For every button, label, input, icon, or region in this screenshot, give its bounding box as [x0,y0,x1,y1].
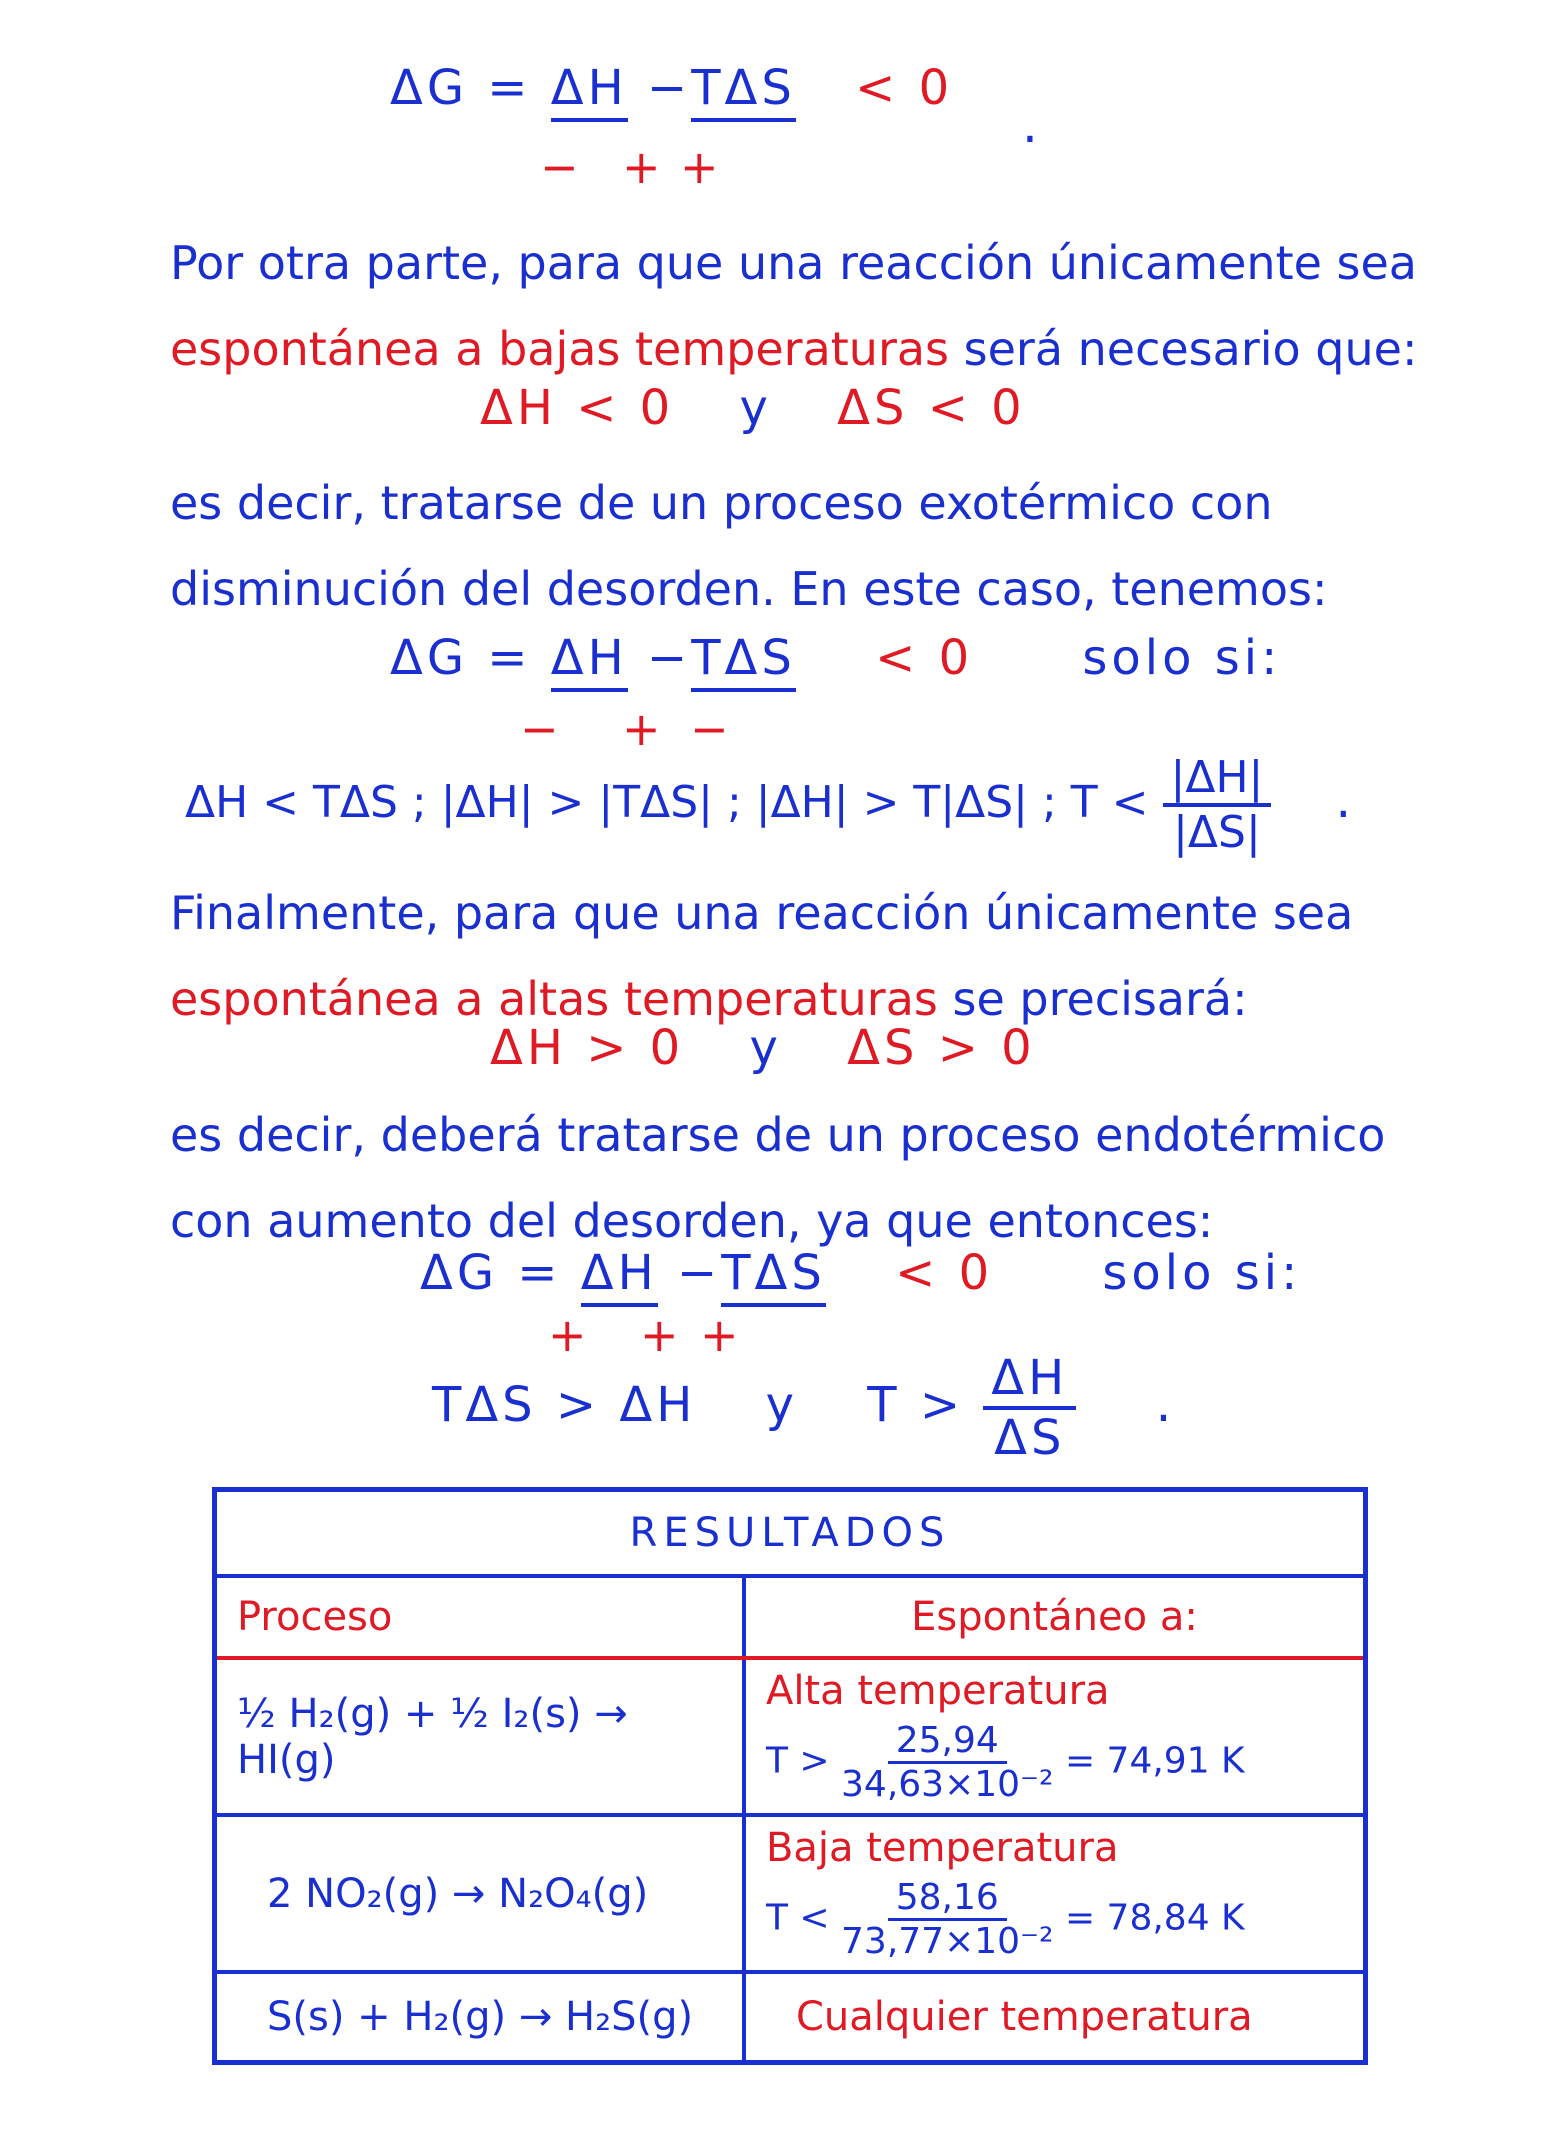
process-cell: ½ H₂(g) + ½ I₂(s) → HI(g) [215,1658,744,1815]
para3-text-b: se precisará: [937,972,1248,1026]
eq1-dh: ΔH [551,60,628,122]
cond1-and: y [739,380,772,436]
eq2-rel: < 0 [875,630,974,686]
formula-result: = 78,84 K [1064,1897,1245,1939]
eq1-sign-ds: + [680,140,719,194]
formula-den: 34,63×10⁻² [841,1764,1054,1805]
eq3-ds: ΔS [755,1245,826,1307]
cond2-dh: ΔH > 0 [490,1020,685,1076]
table-row [215,1972,1366,2063]
condition-cell [744,1658,1366,1815]
process-cell: 2 NO₂(g) → N₂O₄(g) [215,1815,744,1972]
eq1-t: T [691,60,724,122]
condition-label: Alta temperatura [765,1668,1110,1714]
eq2-sign-ds: − [690,702,729,756]
eq3-sign-ds: + [700,1308,739,1362]
equation-gibbs-2 [390,630,1281,686]
eq3-cond: solo si: [1102,1245,1302,1301]
eq2-cond: solo si: [1082,630,1282,686]
inequality-low-temp [185,752,1351,858]
equation-gibbs-3 [420,1245,1301,1301]
formula-num: 58,16 [888,1877,1007,1921]
eq1-ds: ΔS [725,60,796,122]
cond2-ds: ΔS > 0 [847,1020,1036,1076]
eq2-sign-t: + [622,702,661,756]
paragraph-low-temp [170,220,1450,392]
equation-gibbs-1 [390,60,953,116]
eq2-minus: − [646,630,692,686]
para1-text-b: será necesario que: [949,322,1418,376]
eq3-minus: − [676,1245,722,1301]
inequality-high-temp [432,1350,1175,1466]
eq2-lhs: ΔG = [390,630,532,686]
eq1-rel: < 0 [855,60,954,116]
eq2-ds: ΔS [725,630,796,692]
condition-label: Baja temperatura [765,1825,1119,1871]
ineq1-period: . [1335,771,1352,829]
para3-highlight: espontánea a altas temperaturas [170,972,938,1026]
para3-text-a: Finalmente, para que una reacción únicamente sea [170,886,1354,940]
eq1-sign-dh: − [540,140,579,194]
cond2-and: y [749,1020,782,1076]
condition-label: Cualquier temperatura [744,1972,1366,2063]
formula-fraction [841,1877,1053,1962]
ineq2-den: ΔS [994,1410,1066,1466]
paragraph-exothermic: es decir, tratarse de un proceso exotérmico con disminución del desorden. En este caso, tenemos: [170,476,1328,616]
condition-formula [766,1720,1343,1805]
eq3-t: T [721,1245,754,1307]
ineq2-period: . [1155,1375,1176,1433]
ineq2-and: y [765,1377,798,1433]
formula-fraction [841,1720,1053,1805]
ineq2-b: T > [867,1377,965,1433]
ineq2-num: ΔH [983,1350,1076,1410]
column-header-spontaneous: Espontáneo a: [744,1576,1366,1658]
eq1-period: . [1022,96,1038,154]
formula-prefix: T > [765,1740,830,1782]
paragraph-endothermic: es decir, deberá tratarse de un proceso endotérmico con aumento del desorden, ya que entonces: [170,1108,1386,1248]
formula-num: 25,94 [888,1720,1007,1764]
condition-cell [744,1815,1366,1972]
eq2-dh: ΔH [551,630,628,692]
para1-highlight: espontánea a bajas temperaturas [170,322,950,376]
table-row [215,1815,1366,1972]
ineq1-num: |ΔH| [1163,752,1272,807]
eq2-sign-dh: − [520,702,559,756]
eq3-rel: < 0 [895,1245,994,1301]
column-header-process: Proceso [215,1576,744,1658]
eq1-lhs: ΔG = [390,60,532,116]
eq3-sign-t: + [640,1308,679,1362]
ineq1-fraction [1163,752,1272,858]
ineq1-text: ΔH < TΔS ; |ΔH| > |TΔS| ; |ΔH| > T|ΔS| ; T < [185,777,1149,828]
eq3-dh: ΔH [581,1245,658,1307]
results-table [212,1487,1368,2065]
para1-text-a: Por otra parte, para que una reacción únicamente sea [170,236,1417,290]
condition-high-temp [490,1020,1036,1076]
cond1-dh: ΔH < 0 [480,380,675,436]
eq3-lhs: ΔG = [420,1245,562,1301]
formula-prefix: T < [765,1897,830,1939]
results-title: RESULTADOS [215,1490,1366,1577]
table-row [215,1658,1366,1815]
formula-result: = 74,91 K [1064,1740,1245,1782]
ineq2-a: TΔS > ΔH [432,1377,697,1433]
eq3-sign-dh: + [548,1308,587,1362]
formula-den: 73,77×10⁻² [841,1921,1054,1962]
cond1-ds: ΔS < 0 [837,380,1026,436]
ineq2-fraction [983,1350,1076,1466]
eq1-sign-t: + [622,140,661,194]
condition-low-temp [480,380,1026,436]
eq2-t: T [691,630,724,692]
paragraph-high-temp [170,870,1450,1042]
process-cell: S(s) + H₂(g) → H₂S(g) [215,1972,744,2063]
eq1-minus: − [646,60,692,116]
ineq1-den: |ΔS| [1173,807,1261,858]
condition-formula [766,1877,1343,1962]
